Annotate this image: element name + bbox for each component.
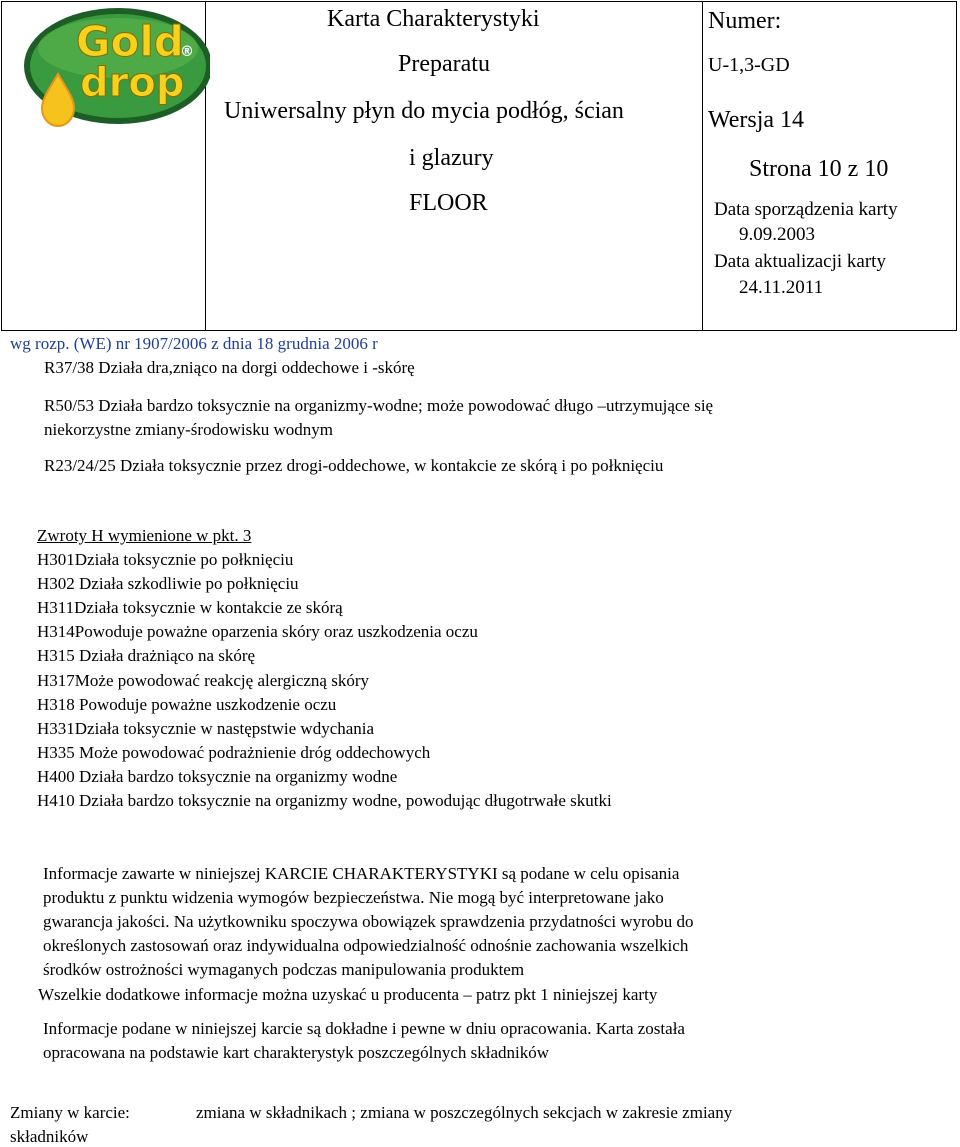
- header-divider-right: [702, 2, 703, 330]
- number-label: Numer:: [708, 8, 782, 34]
- brand-name: FLOOR: [409, 190, 488, 216]
- h-statement-h315: H315 Działa drażniąco na skórę: [37, 646, 256, 665]
- card-title: Karta Charakterystyki: [327, 6, 540, 32]
- logo-text-drop: drop: [80, 60, 185, 106]
- updated-date: 24.11.2011: [739, 277, 824, 298]
- page-number: Strona 10 z 10: [749, 156, 889, 182]
- info-accuracy-line-2: opracowana na podstawie kart charakterystyk poszczególnych składników: [43, 1043, 550, 1062]
- h-section-title: Zwroty H wymienione w pkt. 3: [37, 526, 252, 545]
- h-statement-h400: H400 Działa bardzo toksycznie na organizmy wodne: [37, 767, 398, 786]
- h-statement-h318: H318 Powoduje poważne uszkodzenie oczu: [37, 695, 337, 714]
- regulation-line: wg rozp. (WE) nr 1907/2006 z dnia 18 grudnia 2006 r: [10, 334, 378, 353]
- updated-label: Data aktualizacji karty: [714, 251, 886, 272]
- version: Wersja 14: [708, 107, 805, 133]
- created-date: 9.09.2003: [739, 224, 815, 245]
- info-line-5: środków ostrożności wymaganych podczas manipulowania produktem: [43, 960, 525, 979]
- h-statement-h301: H301Działa toksycznie po połknięciu: [37, 550, 294, 569]
- preparation-label: Preparatu: [398, 51, 490, 77]
- r-phrase-r23-24-25: R23/24/25 Działa toksycznie przez drogi-oddechowe, w kontakcie ze skórą i po połknięciu: [44, 456, 664, 475]
- info-accuracy-line-1: Informacje podane w niniejszej karcie są dokładne i pewne w dniu opracowania. Karta została: [43, 1019, 685, 1038]
- info-line-1: Informacje zawarte w niniejszej KARCIE CHARAKTERYSTYKI są podane w celu opisania: [43, 864, 680, 883]
- h-statement-h331: H331Działa toksycznie w następstwie wdychania: [37, 719, 375, 738]
- logo-text-gold: Gold: [76, 17, 184, 66]
- h-statement-h311: H311Działa toksycznie w kontakcie ze skórą: [37, 598, 343, 617]
- h-statement-h314: H314Powoduje poważne oparzenia skóry oraz uszkodzenia oczu: [37, 622, 478, 641]
- info-additional: Wszelkie dodatkowe informacje można uzyskać u producenta – patrz pkt 1 niniejszej karty: [38, 985, 658, 1004]
- h-statement-h302: H302 Działa szkodliwie po połknięciu: [37, 574, 299, 593]
- info-line-2: produktu z punktu widzenia wymogów bezpieczeństwa. Nie mogą być interpretowane jako: [43, 888, 664, 907]
- changes-sublabel: składników: [10, 1127, 89, 1146]
- changes-value: zmiana w składnikach ; zmiana w poszczególnych sekcjach w zakresie zmiany: [196, 1103, 733, 1122]
- h-statement-h335: H335 Może powodować podrażnienie dróg oddechowych: [37, 743, 431, 762]
- h-statement-h317: H317Może powodować reakcję alergiczną skóry: [37, 671, 369, 690]
- number-value: U-1,3-GD: [708, 54, 790, 76]
- r-phrase-r37-38: R37/38 Działa dra,zniąco na dorgi oddechowe i -skórę: [44, 358, 415, 377]
- h-statement-h410: H410 Działa bardzo toksycznie na organizmy wodne, powodując długotrwałe skutki: [37, 791, 612, 810]
- r-phrase-r50-53-line2: niekorzystne zmiany-środowisku wodnym: [44, 420, 333, 439]
- info-line-4: określonych zastosowań oraz indywidualna odpowiedzialność odnośnie zachowania wszelkich: [43, 936, 689, 955]
- gold-drop-logo: [20, 4, 210, 130]
- r-phrase-r50-53-line1: R50/53 Działa bardzo toksycznie na organizmy-wodne; może powodować długo –utrzymujące się: [44, 396, 714, 415]
- product-name-line1: Uniwersalny płyn do mycia podłóg, ścian: [224, 98, 624, 124]
- changes-label: Zmiany w karcie:: [10, 1103, 130, 1122]
- product-name-line2: i glazury: [409, 145, 494, 171]
- logo-registered: ®: [180, 44, 194, 60]
- created-label: Data sporządzenia karty: [714, 199, 898, 220]
- info-line-3: gwarancja jakości. Na użytkowniku spoczywa obowiązek sprawdzenia przydatności wyrobu do: [43, 912, 694, 931]
